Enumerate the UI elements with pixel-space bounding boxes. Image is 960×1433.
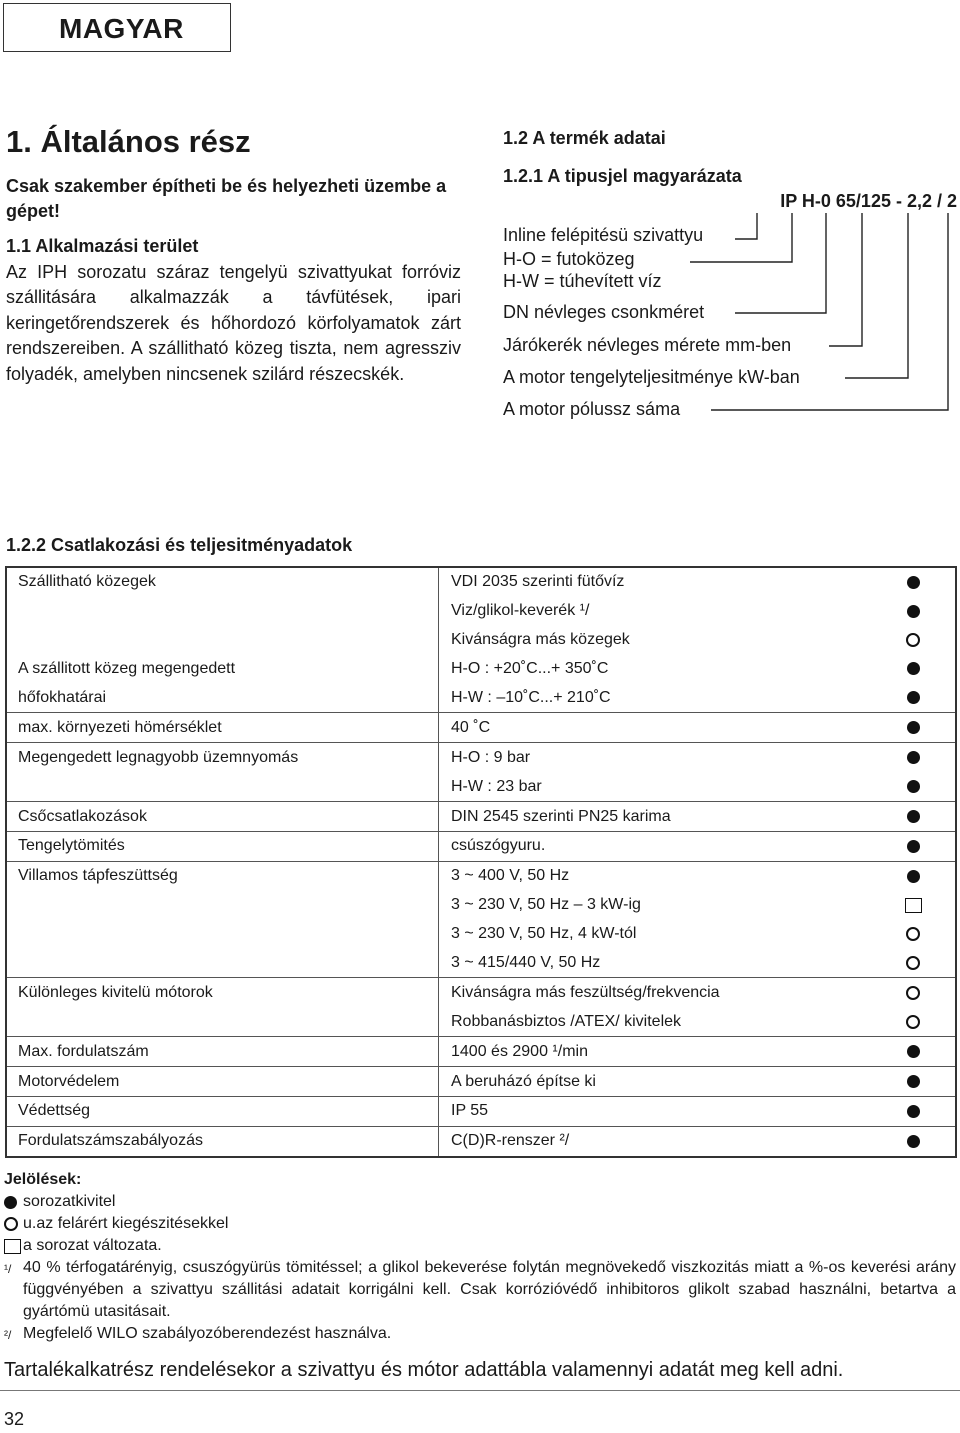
type-line-2: H-O = futoközeg <box>503 249 635 269</box>
spec-row <box>6 597 956 626</box>
spec-symbol <box>871 978 956 1007</box>
spec-symbol <box>871 1037 956 1067</box>
spec-symbol <box>871 597 956 626</box>
spec-value: 3 ~ 230 V, 50 Hz – 3 kW-ig <box>439 891 872 920</box>
filled-circle-icon <box>907 840 920 853</box>
spec-value: DIN 2545 szerinti PN25 karima <box>439 802 872 832</box>
filled-circle-icon <box>907 870 920 883</box>
spec-label: A szállitott közeg megengedett <box>18 660 236 678</box>
footnote-2-mark: ²/ <box>4 1328 12 1342</box>
spec-row <box>6 861 956 890</box>
page-number: 32 <box>4 1409 25 1429</box>
spec-value: H-W : 23 bar <box>439 772 872 801</box>
spec-symbol <box>871 1007 956 1036</box>
spec-row <box>6 713 956 743</box>
spec-row <box>6 949 956 978</box>
spec-symbol <box>871 655 956 684</box>
spec-row <box>6 978 956 1007</box>
spec-value: H-W : –10˚C...+ 210˚C <box>439 684 872 713</box>
spec-label: Szállitható közegek <box>18 573 156 591</box>
filled-circle-icon <box>907 1135 920 1148</box>
section-title: 1. Általános rész <box>6 124 251 159</box>
spec-value: VDI 2035 szerinti fütővíz <box>439 567 872 597</box>
footnote-1: 40 % térfogatárényig, csuszógyürüs tömitéssel; a glikol bekeverése folytán megnövekedő viszkozitás miatt a %-os keverési arány függvényében a szivattyu szállitási adatait korrigálni kell. Csak korrózióvédő inhibitoros glikolt szabad használni, betartva a gyártómü utasitásait. <box>23 1259 956 1320</box>
spec-symbol <box>871 891 956 920</box>
spec-value: Kivánságra más feszültség/frekvencia <box>439 978 872 1007</box>
spec-label: Különleges kivitelü mótorok <box>6 978 439 1007</box>
spec-label: Megengedett legnagyobb üzemnyomás <box>6 743 439 772</box>
filled-circle-icon <box>907 691 920 704</box>
spec-symbol <box>871 832 956 862</box>
spec-label <box>6 626 439 655</box>
spec-row <box>6 1097 956 1127</box>
legend-standard: sorozatkivitel <box>23 1193 116 1210</box>
spec-symbol <box>871 567 956 597</box>
legend-extra: u.az felárért kiegészitésekkel <box>23 1215 229 1232</box>
intro-warning: Csak szakember építheti be és helyezheti üzembe a gépet! <box>6 176 447 221</box>
spec-label <box>6 949 439 978</box>
spec-row <box>6 626 956 655</box>
spec-label <box>6 891 439 920</box>
spec-label <box>6 772 439 801</box>
section-1-1-title: 1.1 Alkalmazási terület <box>6 236 199 256</box>
spec-label: Max. fordulatszám <box>6 1037 439 1067</box>
spec-symbol <box>871 743 956 772</box>
spec-row <box>6 1126 956 1156</box>
filled-circle-icon <box>907 1045 920 1058</box>
filled-circle-icon <box>907 780 920 793</box>
spec-row <box>6 743 956 772</box>
spec-value: H-O : 9 bar <box>439 743 872 772</box>
spec-label: Tengelytömités <box>6 832 439 862</box>
spec-symbol <box>871 626 956 655</box>
spec-label: Motorvédelem <box>6 1067 439 1097</box>
type-line-6: A motor tengelyteljesitménye kW-ban <box>503 367 800 387</box>
legend-variant: a sorozat változata. <box>23 1237 162 1254</box>
spec-label <box>6 597 439 626</box>
type-line-7: A motor pólussz sáma <box>503 399 681 419</box>
spec-value: A beruházó építse ki <box>439 1067 872 1097</box>
filled-circle-icon <box>907 576 920 589</box>
footnote-1-mark: ¹/ <box>4 1262 12 1276</box>
spec-row <box>6 772 956 801</box>
spec-value: Kivánságra más közegek <box>439 626 872 655</box>
type-code: IP H-0 65/125 - 2,2 / 2 <box>780 191 957 211</box>
spec-row <box>6 1037 956 1067</box>
spec-symbol <box>871 1126 956 1156</box>
spec-row <box>6 567 956 597</box>
spec-value: 1400 és 2900 ¹/min <box>439 1037 872 1067</box>
spec-value: Viz/glikol-keverék ¹/ <box>439 597 872 626</box>
legend-title: Jelölések: <box>4 1171 82 1188</box>
section-1-2-2-title: 1.2.2 Csatlakozási és teljesitményadatok <box>6 535 353 555</box>
open-circle-icon <box>906 956 920 970</box>
square-icon <box>905 898 922 913</box>
spec-row <box>6 832 956 862</box>
spec-label: Fordulatszámszabályozás <box>6 1126 439 1156</box>
spec-table <box>5 566 957 1158</box>
spec-symbol <box>871 1097 956 1127</box>
spec-row <box>6 684 956 713</box>
language-label: MAGYAR <box>59 13 184 44</box>
filled-circle-icon <box>907 662 920 675</box>
spec-value: Robbanásbiztos /ATEX/ kivitelek <box>439 1007 872 1036</box>
spec-row <box>6 891 956 920</box>
spec-row <box>6 1067 956 1097</box>
spec-label <box>6 1007 439 1036</box>
filled-circle-icon <box>907 810 920 823</box>
spec-symbol <box>871 772 956 801</box>
spec-symbol <box>871 861 956 890</box>
section-1-2-1-title: 1.2.1 A tipusjel magyarázata <box>503 166 742 186</box>
spec-symbol <box>871 920 956 949</box>
filled-circle-icon <box>907 1105 920 1118</box>
type-line-1: Inline felépitésü szivattyu <box>503 225 704 245</box>
spec-symbol <box>871 684 956 713</box>
type-line-5: Járókerék névleges mérete mm-ben <box>503 335 792 355</box>
divider <box>0 1390 960 1391</box>
spec-label: Villamos tápfeszüttség <box>6 861 439 890</box>
type-line-4: DN névleges csonkméret <box>503 302 705 322</box>
spec-symbol <box>871 802 956 832</box>
type-line-3: H-W = túhevített víz <box>503 271 662 291</box>
spec-label: Csőcsatlakozások <box>6 802 439 832</box>
spec-row <box>6 920 956 949</box>
spec-symbol <box>871 949 956 978</box>
filled-circle-icon <box>907 1075 920 1088</box>
spec-symbol <box>871 1067 956 1097</box>
filled-circle-icon <box>907 721 920 734</box>
type-code-leader-lines <box>0 0 960 440</box>
spec-label: Védettség <box>6 1097 439 1127</box>
open-circle-icon <box>906 1015 920 1029</box>
square-icon <box>4 1239 21 1254</box>
spec-value: H-O : +20˚C...+ 350˚C <box>439 655 872 684</box>
filled-circle-icon <box>4 1196 17 1209</box>
spec-value: 40 ˚C <box>439 713 872 743</box>
spec-value: 3 ~ 400 V, 50 Hz <box>439 861 872 890</box>
open-circle-icon <box>906 986 920 1000</box>
open-circle-icon <box>906 633 920 647</box>
spec-row <box>6 655 956 684</box>
open-circle-icon <box>906 927 920 941</box>
filled-circle-icon <box>907 751 920 764</box>
spec-value: 3 ~ 230 V, 50 Hz, 4 kW-tól <box>439 920 872 949</box>
spec-value: 3 ~ 415/440 V, 50 Hz <box>439 949 872 978</box>
spec-label <box>6 920 439 949</box>
spec-label: hőfokhatárai <box>18 689 107 706</box>
spec-value: C(D)R-renszer ²/ <box>439 1126 872 1156</box>
section-1-1-text: Az IPH sorozatu száraz tengelyü szivattyukat forróviz szállitására alkalmazzák a távfütések, ipari keringetőrendszerek és hőhordozó körfolyamatok zárt rendszereiben. A szállitható közeg tiszta, nem agressziv folyadék, amelyben nincsenek szilárd részecskék. <box>6 261 461 384</box>
footnote-2: Megfelelő WILO szabályozóberendezést használva. <box>23 1325 392 1342</box>
spec-value: csúszógyuru. <box>439 832 872 862</box>
spare-parts-note: Tartalékalkatrész rendelésekor a szivattyu és mótor adattábla valamennyi adatát meg kell adni. <box>4 1359 844 1381</box>
open-circle-icon <box>4 1217 18 1231</box>
spec-label: max. környezeti hömérséklet <box>6 713 439 743</box>
spec-symbol <box>871 713 956 743</box>
section-1-2-title: 1.2 A termék adatai <box>503 128 666 148</box>
spec-row <box>6 1007 956 1036</box>
filled-circle-icon <box>907 605 920 618</box>
legend <box>4 1169 956 1346</box>
spec-value: IP 55 <box>439 1097 872 1127</box>
spec-row <box>6 802 956 832</box>
